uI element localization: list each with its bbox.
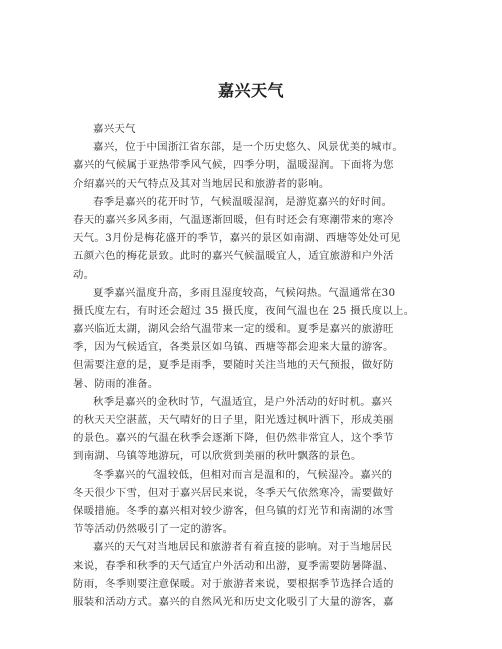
text-line: 秋季是嘉兴的金秋时节，气温适宜，是户外活动的好时机。嘉兴 (93, 395, 393, 408)
text-line: 天气。3月份是梅花盛开的季节，嘉兴的景区如南湖、西塘等处处可见 (73, 232, 401, 245)
text-line: 介绍嘉兴的天气特点及其对当地居民和旅游者的影响。 (73, 177, 330, 190)
text-line: 到南湖、乌镇等地游玩，可以欣赏到美丽的秋叶飘落的景色。 (73, 450, 362, 463)
text-line: 暑、防雨的准备。 (73, 377, 159, 390)
text-line: 季，因为气候适宜，各类景区如乌镇、西塘等都会迎来大量的游客。 (73, 341, 394, 354)
text-line: 防雨，冬季则要注意保暖。对于旅游者来说，要根据季节选择合适的 (73, 577, 394, 590)
text-line: 冬天很少下雪，但对于嘉兴居民来说，冬季天气依然寒冷，需要做好 (73, 486, 394, 499)
text-line: 嘉兴天气 (93, 123, 136, 135)
text-line: 的秋天天空湛蓝，天气晴好的日子里，阳光透过枫叶洒下，形成美丽 (73, 414, 394, 426)
text-line: 但需要注意的是，夏季是雨季，要随时关注当地的天气预报，做好防 (73, 359, 394, 372)
text-line: 摄氏度左右，有时还会超过 35 摄氏度，夜间气温也在 25 摄氏度以上。 (73, 304, 415, 317)
text-line: 夏季嘉兴温度升高，多雨且湿度较高，气候闷热。气温通常在30 (93, 286, 396, 299)
text-line: 嘉兴的天气对当地居民和旅游者有着直接的影响。对于当地居民 (93, 541, 393, 554)
text-line: 嘉兴的气候属于亚热带季风气候，四季分明，温暖湿润。下面将为您 (73, 159, 394, 172)
text-line: 嘉兴，位于中国浙江省东部，是一个历史悠久、风景优美的城市。 (93, 141, 404, 154)
document-title: 嘉兴天气 (217, 81, 284, 100)
text-line: 五颜六色的梅花景致。此时的嘉兴气候温暖宜人，适宜旅游和户外活 (73, 250, 394, 263)
document-body (73, 120, 435, 611)
text-line: 冬季嘉兴的气温较低，但相对而言是温和的，气候湿冷。嘉兴的 (93, 468, 393, 481)
text-line: 服装和活动方式。嘉兴的自然风光和历史文化吸引了大量的游客，嘉 (73, 595, 394, 608)
text-line: 节等活动仍然吸引了一定的游客。 (73, 523, 234, 536)
text-line: 动。 (73, 268, 95, 281)
text-line: 嘉兴临近太湖，湖风会给气温带来一定的缓和。夏季是嘉兴的旅游旺 (73, 323, 394, 336)
text-line: 春季是嘉兴的花开时节，气候温暖湿润，是游览嘉兴的好时间。 (93, 195, 393, 208)
text-line: 保暖措施。冬季的嘉兴相对较少游客，但乌镇的灯光节和南湖的冰雪 (73, 504, 394, 517)
text-line: 的景色。嘉兴的气温在秋季会逐渐下降，但仍然非常宜人，这个季节 (73, 432, 394, 445)
text-line: 春天的嘉兴多风多雨，气温逐渐回暖，但有时还会有寒潮带来的寒冷 (73, 213, 394, 226)
text-line: 来说，春季和秋季的天气适宜户外活动和出游，夏季需要防暑降温、 (73, 559, 394, 572)
